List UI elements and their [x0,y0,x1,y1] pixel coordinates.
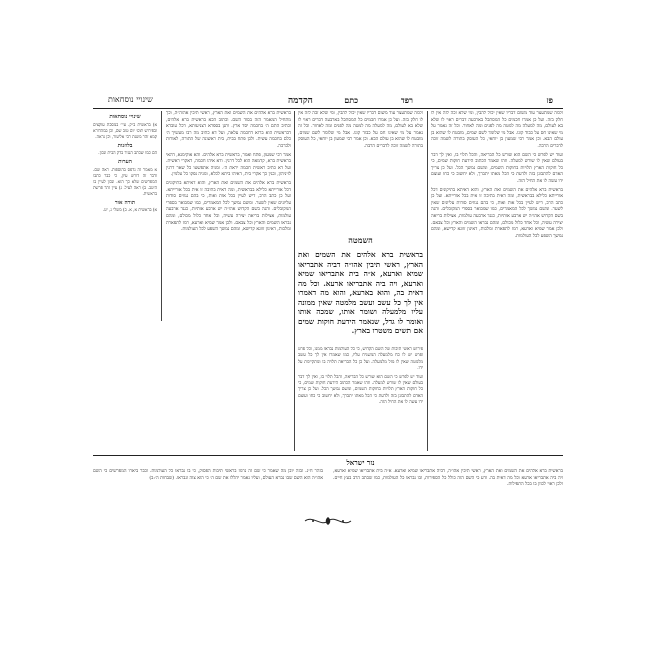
commentary-paragraph: אמר רבי שמעון, פתח ואמר, בראשית ברא אלהים. והא אוקימנא, דהאי בראשית ברא, קדמאה הוא לכל דרגין. ודא איהו חכמה, דאקרי ראשית. ועל דא כתיב ראשית חכמה יראת ה׳. ומניה אתפשטו כל שאר דרגין לזיניהון, ובגין כך אקרי בית, דאיהו ביתא לכלא, ומניה נפקו כל עלמין. [166,152,291,178]
sidebar-heading-glosses: בלוזנות [117,142,133,149]
sidebar-text-notes: א מאמר זה נדפס בהוספות. ראה שם. ודבר זה דורש עיון, כי כבר כתבו המפרשים שלא כך הוא. ונכון לעיין בו היטב. ב) ראה לעיל. ג) עיין זהר פרשת בראשית. [93,166,157,196]
center-commentary-text: ועוד יש לפרש כי השם הוא שורש כל הבריאה, והכל תלוי בו, ואין לך דבר בעולם שאין לו שורש למעלה. וזהו שאמר הכתוב הידעת חוקות שמים, כי כל חוקות הארץ תלויות בחוקות השמים, ומשם נמשך הכל. ועל כן צריך האדם להתבונן בזה ולדעת כי הכל מאתו יתברך, ולא יחשוב כי כחו ועוצם ידו עשה לו את החיל הזה. [298,374,423,406]
column-divider [294,111,295,451]
bottom-heading: נזר ישראל [346,458,375,467]
commentary-paragraph: בראשית ברא אלהים את השמים ואת הארץ, ראשי תיבין אהוה״ה, וכך מתחיל המאמר הזה בסוד השם. וכתוב הכא בראשית ברא אלהים, וכתיב התם ה׳ בחכמה יסד ארץ. ותנן בספרא דצניעותא, דכל עובדא דבראשית הוא ברזא דחכמה עלאה, ועל דא כתיב מה רבו מעשיך ה׳ כלם בחכמה עשית. ולכן פתח בבית, בית ראשונה של התורה, לאורות ולברכה. [166,111,291,149]
sidebar-heading-notes: הערות [118,159,132,166]
page-number: פז [546,95,553,105]
sidebar-text-glosses: הם כמו שכתב הנגיד בדק הבית ונכון. [98,150,157,156]
sidebar-divider [161,111,162,321]
bottom-text-left [93,469,323,509]
running-header [93,95,563,109]
header-word-2: כתם [344,95,358,105]
flourish-ornament [303,515,353,527]
zohar-passage: בראשית ברא אלהים את השמים ואת הארץ, ראשי תיבין אהו״ה דביה אתבריאו שמיא וארעא, א״ה בית אתבריאו שמיא וארעא, ויה ביה אתבריאו ארעא. וכל מה דאית בה, והוא בארעא, והוא מה דאמרו אין לך כל עשב ועשב מלמטה שאין ממונה עליו מלמעלה ושומר אותו, שמכה אותו ואומר לו גדל, שנאמר הידעת חוקות שמים אם תשים משטרו בארץ. [298,250,423,335]
sidebar-heading-variants: שינויי נוסחאות [109,114,141,120]
bottom-paragraph: בזהר ח״ג. ובזה יובן מה שאמר כי שם זה נרמז בראשי תיבות הפסוק, כי בו נבראו כל העולמות. וכבר ביארו המפרשים כי השם אהו״ה הוא השם שבו נברא העולם, ועליו נאמר יהללו את שם ה׳ כי הוא צוה ונבראו. (שבחות ה׳:ב) [93,469,323,481]
commentary-paragraph: ולמה שמתעצר עוד משום דבריו שאין יכול להבין, ומי שלא זכה לזה אין לו חלק בזה. ועל כן אמרו חכמים כל המסתכל בארבעה דברים ראוי לו שלא בא לעולם, מה למעלה מה למטה מה לפנים ומה לאחור. וכל זה נאמר על מי שאינו חס על כבוד קונו. אבל מי שלומד לשם שמים, מובטח לו שהוא בן עולם הבא. וכן אמר רבי שמעון בן יוחאי, כל העוסק בתורה לשמה זוכה לדברים הרבה. [431,111,563,149]
commentary-paragraph: ועוד יש לפרש כי השם הוא שורש כל הבריאה, והכל תלוי בו, ואין לך דבר בעולם שאין לו שורש למעלה. וזהו שאמר הכתוב הידעת חוקות שמים, כי כל חוקות הארץ תלויות בחוקות השמים, ומשם נמשך הכל. ועל כן צריך האדם להתבונן בזה ולדעת כי הכל מאתו יתברך, ולא יחשוב כי כחו ועוצם ידו עשה לו את החיל הזה. [431,152,563,184]
intro-paragraph: ולמה שמתעצר עוד משום דבריו שאין יכול להבין, ומי שלא זכה לזה אין לו חלק בזה. ועל כן אמרו חכמים כל המסתכל בארבעה דברים ראוי לו שלא בא לעולם, מה למעלה מה למטה מה לפנים ומה לאחור. וכל זה נאמר על מי שאינו חס על כבוד קונו. אבל מי שלומד לשם שמים, מובטח לו שהוא בן עולם הבא. וכן אמר רבי שמעון בן יוחאי, כל העוסק בתורה לשמה זוכה לדברים הרבה. [298,111,423,149]
bottom-rule [93,455,563,456]
header-left-note: שינויי נוסחאות [108,95,153,104]
sidebar-heading-torah-or: תורה אור [114,199,136,206]
sidebar-text-torah-or: א) בראשית א, א. ב) משלי ג, יט. [102,207,157,213]
center-commentary [298,347,423,452]
document-page [93,95,563,527]
commentary-paragraph: בראשית ברא אלהים את השמים ואת הארץ, והוא דאיתא בתיקונים דכל אורייתא כלילא בבראשית, ומה דאית בתיבה זו אית בכל אורייתא. ועל כן כתב הרב, דיש לעיין בכל אות ואות, כי בהם גנוזים סודות עליונים שאין לשער. ומשם נמשך לכל המאמרים, כמו שמבואר בספרי המקובלים. והנה בשם הקדוש אהו״ה יש ארבע אותיות, כנגד ארבעה עולמות, אצילות בריאה יצירה עשיה, וכל אחד כלול מכולם, ומהם נבראו השמים והארץ וכל צבאם. ולכן אמר שמיא וארעא, רמז לתפארת ומלכות, דאינון זווגא קדישא, ומהם נמשך השפע לכל העולמות. [166,180,291,233]
notes-sidebar [93,111,157,311]
main-zohar-text [298,250,423,345]
commentary-column-left [166,111,291,451]
center-commentary-text: פירוש ראשי תיבות של השם הקדוש, כי כל העולמות נבראו ממנו, וכל פרט ופרט יש לו כח מלמעלה המשגיח עליו, כמו שאמרו אין לך כל עשב מלמטה שאין לו מזל מלמעלה. ועל כן כל הבריאה תלויה בו ומתקיימת על ידו. [298,347,423,372]
sidebar-text-variants: א) בראשית ב״ק. עיי׳ במסכת עוקצים ובפירוש תוס׳ יום טוב שם, וכן במהדורא קמא זהר משנת רבי אליעזר, וכן נראה. [93,121,157,139]
column-divider [427,111,428,451]
section-heading: השמטה [348,235,373,245]
bottom-paragraph: בראשית ברא אלהים את השמים ואת הארץ, ראשי תיבין אהו״ה, דביה אתבריאו שמיא וארעא. א״ה בית אתבריאו שמיא וארעא, ויה ביה אתבריאו ארעא וכל מה דאית בה. ודע כי השם הזה כולל כל הספירות, ובו נבראו כל העולמות, כמו שכתב הרב בעץ חיים. ולכן ראוי לכוון בו בכל התפילות. [333,469,563,488]
commentary-column-right [431,111,563,451]
commentary-paragraph: בראשית ברא אלהים את השמים ואת הארץ, והוא דאיתא בתיקונים דכל אורייתא כלילא בבראשית, ומה דאית בתיבה זו אית בכל אורייתא. ועל כן כתב הרב, דיש לעיין בכל אות ואות, כי בהם גנוזים סודות עליונים שאין לשער. ומשם נמשך לכל המאמרים, כמו שמבואר בספרי המקובלים. והנה בשם הקדוש אהו״ה יש ארבע אותיות, כנגד ארבעה עולמות, אצילות בריאה יצירה עשיה, וכל אחד כלול מכולם, ומהם נבראו השמים והארץ וכל צבאם. ולכן אמר שמיא וארעא, רמז לתפארת ומלכות, דאינון זווגא קדישא, ומהם נמשך השפע לכל העולמות. [431,187,563,239]
header-word-1: רפד [400,95,413,105]
bottom-text-right [333,469,563,509]
header-rule [93,108,563,109]
intro-column [298,111,423,236]
header-title: הקדמה [288,96,313,106]
